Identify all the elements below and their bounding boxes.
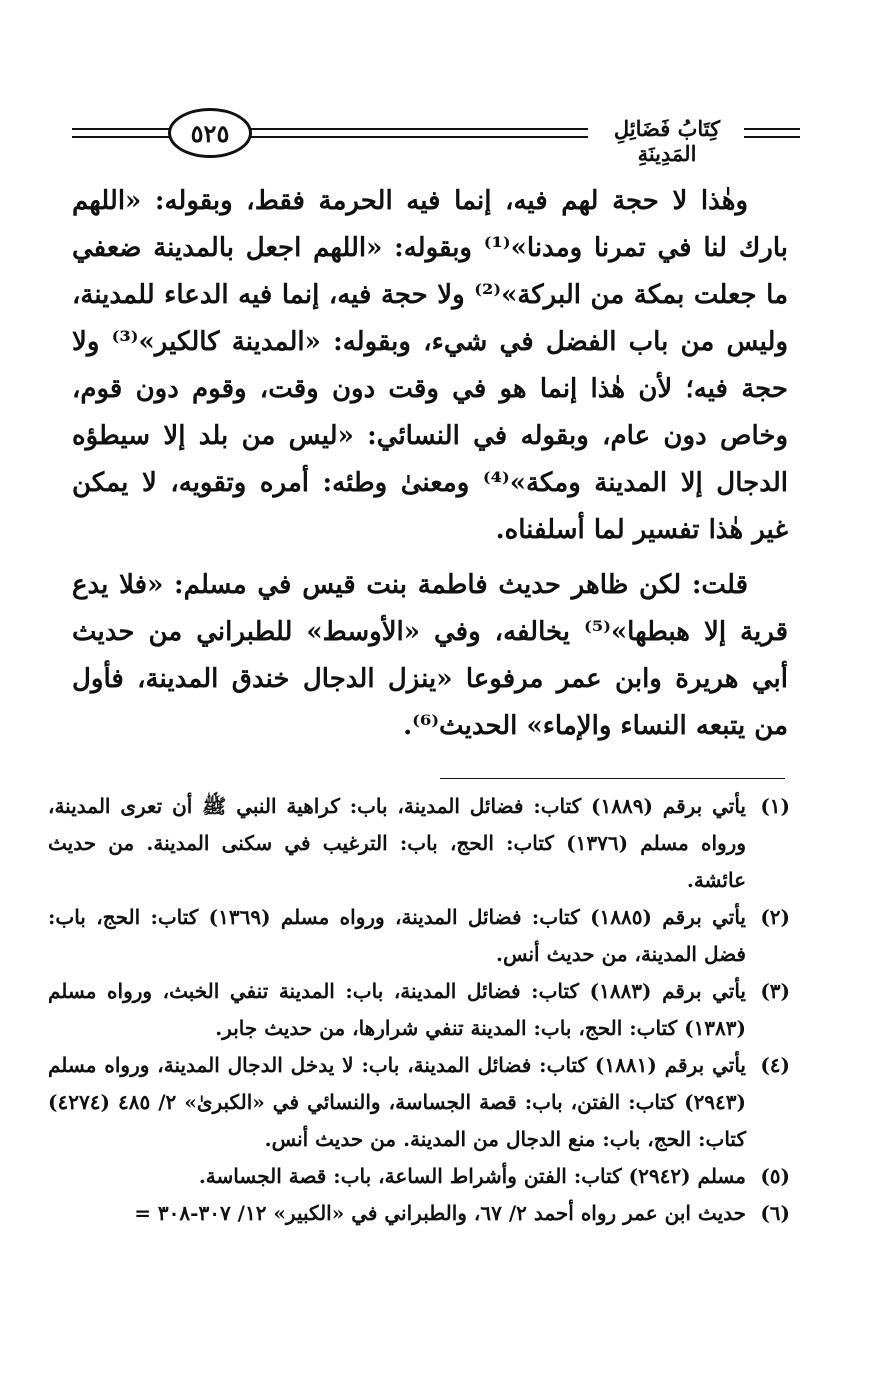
footnote [48,788,790,899]
footnote [48,973,790,1047]
header-rule-middle [250,128,588,138]
footnotes [48,788,790,1232]
footnote-number: (٣) [760,979,790,1003]
footnote-number: (٢) [760,905,790,929]
footnote [48,899,790,973]
main-text [72,178,788,750]
header-rule-right [744,128,800,138]
footnote-text: يأتي برقم (١٨٨١) كتاب: فضائل المدينة، باب: لا يدخل الدجال المدينة، ورواه مسلم (٢٩٤٣) كتاب: الفتن، باب: قصة الجساسة، والنسائي في «الكبرىٰ» ٢/ ٤٨٥ (٤٢٧٤) كتاب: الحج، باب: منع الدجال من المدينة. من حديث أنس. [48,1053,746,1151]
header-rule-left [72,128,172,138]
paragraph: وهٰذا لا حجة لهم فيه، إنما فيه الحرمة فقط، وبقوله: «اللهم بارك لنا في تمرنا ومدنا»⁽¹⁾ وبقوله: «اللهم اجعل بالمدينة ضعفي ما جعلت بمكة من البركة»⁽²⁾ ولا حجة فيه، إنما فيه الدعاء للمدينة، وليس من باب الفضل في شيء، وبقوله: «المدينة كالكير»⁽³⁾ ولا حجة فيه؛ لأن هٰذا إنما هو في وقت دون وقت، وقوم دون قوم، وخاص دون عام، وبقوله في النسائي: «ليس من بلد إلا سيطؤه الدجال إلا المدينة ومكة»⁽⁴⁾ ومعنىٰ وطئه: أمره وتقويه، لا يمكن غير هٰذا تفسير لما أسلفناه. [72,186,788,545]
footnote [48,1047,790,1158]
footnote-text: يأتي برقم (١٨٨٣) كتاب: فضائل المدينة، باب: المدينة تنفي الخبث، ورواه مسلم (١٣٨٣) كتاب: الحج، باب: المدينة تنفي شرارها، من حديث جابر. [48,979,747,1040]
running-title: كِتَابُ فَضَائِلِ المَدِينَةِ [613,116,721,166]
footnote-number: (٦) [760,1201,790,1225]
footnote-text: حديث ابن عمر رواه أحمد ٢/ ٦٧، والطبراني في «الكبير» ١٢/ ٣٠٧-٣٠٨ = [134,1201,746,1225]
footnote-text: يأتي برقم (١٨٨٩) كتاب: فضائل المدينة، باب: كراهية النبي ﷺ أن تعرى المدينة، ورواه مسلم (١٣٧٦) كتاب: الحج، باب: الترغيب في سكنى المدينة. من حديث عائشة. [48,794,746,892]
footnote-number: (١) [760,794,790,818]
footnote-separator [440,778,785,779]
footnote [48,1195,790,1232]
footnote [48,1158,790,1195]
footnote-text: مسلم (٢٩٤٢) كتاب: الفتن وأشراط الساعة، باب: قصة الجساسة. [198,1164,746,1188]
footnote-number: (٤) [760,1053,790,1077]
page-number: ٥٢٥ [168,108,252,158]
footnote-number: (٥) [760,1164,790,1188]
paragraph: قلت: لكن ظاهر حديث فاطمة بنت قيس في مسلم: «فلا يدع قرية إلا هبطها»⁽⁵⁾ يخالفه، وفي «الأوسط» للطبراني من حديث أبي هريرة وابن عمر مرفوعا «ينزل الدجال خندق المدينة، فأول من يتبعه النساء والإماء» الحديث⁽⁶⁾. [72,570,789,741]
footnote-text: يأتي برقم (١٨٨٥) كتاب: فضائل المدينة، ورواه مسلم (١٣٦٩) كتاب: الحج، باب: فضل المدينة، من حديث أنس. [48,905,746,966]
page-header [60,108,800,166]
